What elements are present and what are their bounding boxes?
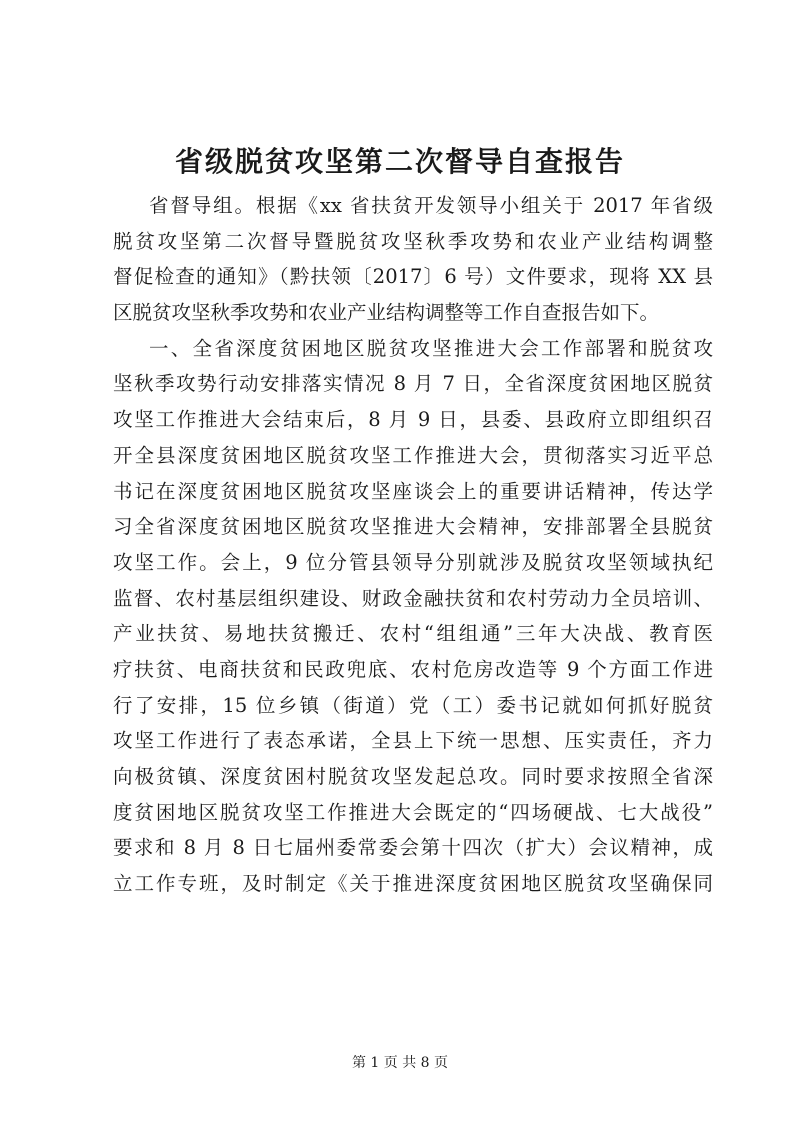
text-line: 攻坚工作推进大会结束后，8 月 9 日，县委、县政府立即组织召 bbox=[113, 408, 713, 432]
document-title: 省级脱贫攻坚第二次督导自查报告 bbox=[174, 145, 625, 178]
text-line: 产业扶贫、易地扶贫搬迁、农村“组组通”三年大决战、教育医 bbox=[113, 622, 713, 646]
text-line: 开全县深度贫困地区脱贫攻坚工作推进大会，贯彻落实习近平总 bbox=[113, 443, 713, 467]
text-line: 习全省深度贫困地区脱贫攻坚推进大会精神，安排部署全县脱贫 bbox=[113, 515, 713, 539]
text-line: 要求和 8 月 8 日七届州委常委会第十四次（扩大）会议精神，成 bbox=[113, 836, 713, 860]
text-line: 度贫困地区脱贫攻坚工作推进大会既定的“四场硬战、七大战役” bbox=[113, 800, 713, 824]
text-line: 立工作专班，及时制定《关于推进深度贫困地区脱贫攻坚确保同 bbox=[113, 872, 713, 896]
text-line: 坚秋季攻势行动安排落实情况 8 月 7 日，全省深度贫困地区脱贫 bbox=[113, 372, 713, 396]
document-body bbox=[113, 188, 713, 902]
text-line: 书记在深度贫困地区脱贫攻坚座谈会上的重要讲话精神，传达学 bbox=[113, 479, 713, 503]
paragraph-section-one bbox=[113, 331, 713, 902]
text-line: 监督、农村基层组织建设、财政金融扶贫和农村劳动力全员培训、 bbox=[113, 586, 713, 610]
text-line: 省督导组。根据《xx 省扶贫开发领导小组关于 2017 年省级 bbox=[149, 194, 713, 217]
page-number-footer: 第 1 页 共 8 页 bbox=[351, 1055, 449, 1071]
text-line: 攻坚工作。会上，9 位分管县领导分别就涉及脱贫攻坚领域执纪 bbox=[113, 550, 713, 574]
text-line: 攻坚工作进行了表态承诺，全县上下统一思想、压实责任，齐力 bbox=[113, 729, 713, 753]
text-line: 向极贫镇、深度贫困村脱贫攻坚发起总攻。同时要求按照全省深 bbox=[113, 765, 713, 788]
text-line: 区脱贫攻坚秋季攻势和农业产业结构调整等工作自查报告如下。 bbox=[113, 301, 660, 325]
text-line: 行了安排，15 位乡镇（街道）党（工）委书记就如何抓好脱贫 bbox=[113, 693, 713, 717]
text-line: 脱贫攻坚第二次督导暨脱贫攻坚秋季攻势和农业产业结构调整 bbox=[113, 229, 713, 253]
text-line: 督促检查的通知》（黔扶领〔2017〕6 号）文件要求，现将 XX 县 bbox=[113, 265, 713, 289]
paragraph-intro bbox=[113, 188, 713, 331]
text-line: 疗扶贫、电商扶贫和民政兜底、农村危房改造等 9 个方面工作进 bbox=[113, 657, 713, 681]
text-line: 一、全省深度贫困地区脱贫攻坚推进大会工作部署和脱贫攻 bbox=[149, 336, 713, 360]
